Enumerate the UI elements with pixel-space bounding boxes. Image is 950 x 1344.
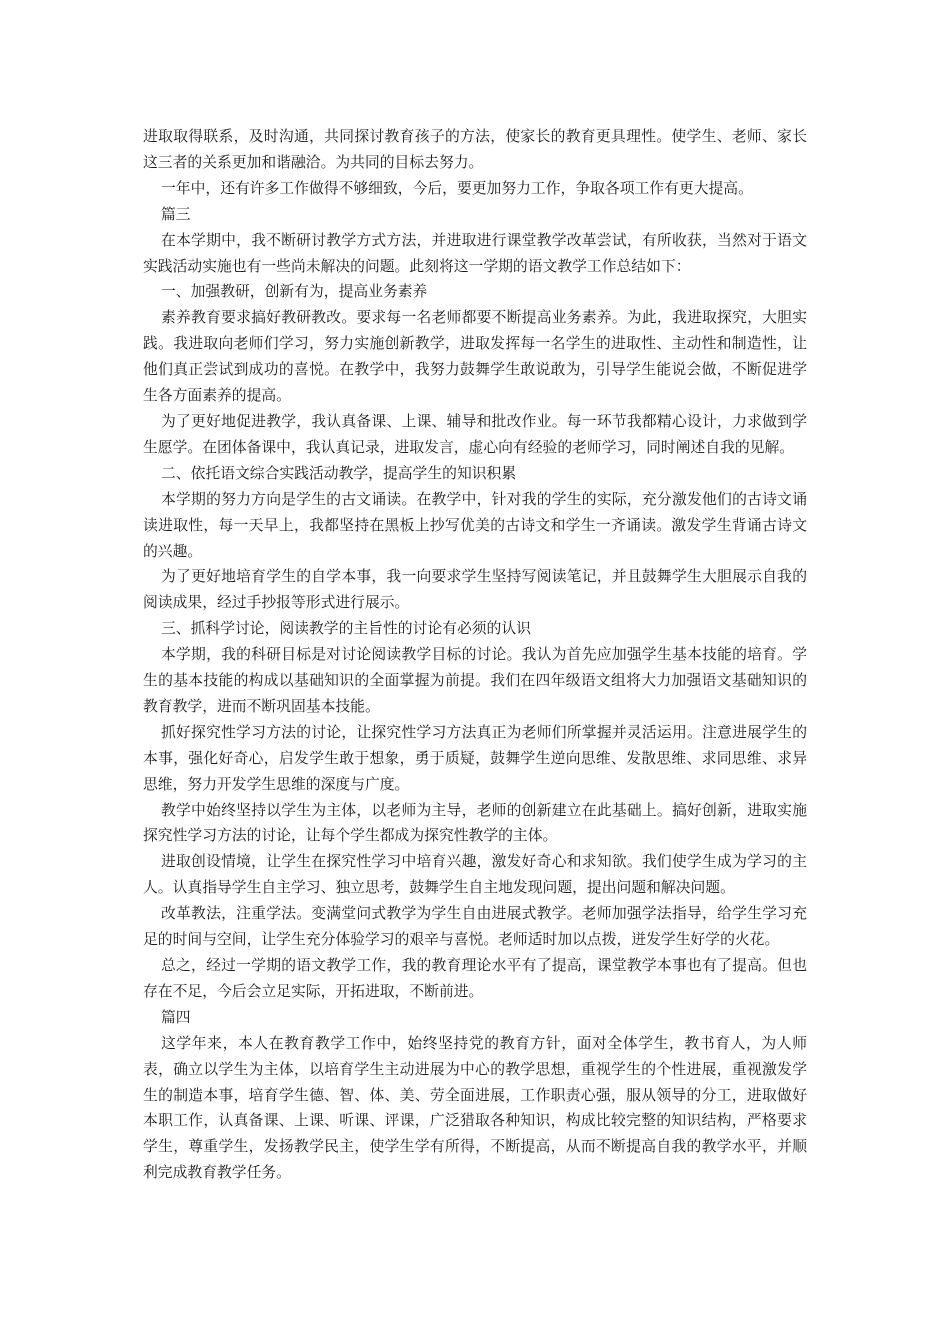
section-heading: 一、加强教研，创新有为，提高业务素养: [161, 283, 428, 301]
paragraph: 为了更好地促进教学，我认真备课、上课、辅导和批改作业。每一环节我都精心设计，力求做到学生愿学。在团体备课中，我认真记录，进取发言，虚心向有经验的老师学习，同时阐述自我的见解。: [143, 412, 807, 456]
section-heading: 三、抓科学讨论，阅读教学的主旨性的讨论有必须的认识: [161, 620, 531, 638]
paragraph: 这学年来，本人在教育教学工作中，始终坚持党的教育方针，面对全体学生，教书育人，为人师表，确立以学生为主体，以培育学生主动进展为中心的教学思想，重视学生的个性进展，重视激发学生的制造本事，培育学生德、智、体、美、劳全面进展，工作职责心强，服从领导的分工，进取做好本职工作，认真备课、上课、听课、评课，广泛猎取各种知识，构成比较完整的知识结构，严格要求学生，尊重学生，发扬教学民主，使学生学有所得，不断提高，从而不断提高自我的教学水平，并顺利完成教育教学任务。: [143, 1034, 807, 1182]
section-heading: 篇四: [161, 1008, 191, 1026]
paragraph: 本学期，我的科研目标是对讨论阅读教学目标的讨论。我认为首先应加强学生基本技能的培育。学生的基本技能的构成以基础知识的全面掌握为前提。我们在四年级语文组将大力加强语文基础知识的教育教学，进而不断巩固基本技能。: [143, 646, 807, 715]
document-page: [143, 124, 807, 1186]
paragraph: 总之，经过一学期的语文教学工作，我的教育理论水平有了提高，课堂教学本事也有了提高。但也存在不足，今后会立足实际，开拓进取，不断前进。: [143, 957, 807, 1000]
paragraph: 素养教育要求搞好教研教改。要求每一名老师都要不断提高业务素养。为此，我进取探究，大胆实践。我进取向老师们学习，努力实施创新教学，进取发挥每一名学生的进取性、主动性和制造性，让他们真正尝试到成功的喜悦。在教学中，我努力鼓舞学生敢说敢为，引导学生能说会做，不断促进学生各方面素养的提高。: [143, 309, 807, 405]
paragraph: 改革教法，注重学法。变满堂问式教学为学生自由进展式教学。老师加强学法指导，给学生学习充足的时间与空间，让学生充分体验学习的艰辛与喜悦。老师适时加以点拨，迸发学生好学的火花。: [143, 905, 807, 949]
section-heading: 二、依托语文综合实践活动教学，提高学生的知识积累: [161, 464, 517, 482]
paragraph: 本学期的努力方向是学生的古文诵读。在教学中，针对我的学生的实际，充分激发他们的古诗文诵读进取性，每一天早上，我都坚持在黑板上抄写优美的古诗文和学生一齐诵读。激发学生背诵古诗文的兴趣。: [143, 490, 807, 560]
paragraph: 教学中始终坚持以学生为主体，以老师为主导，老师的创新建立在此基础上。搞好创新，进取实施探究性学习方法的讨论，让每个学生都成为探究性教学的主体。: [143, 801, 807, 845]
paragraph: 进取取得联系，及时沟通，共同探讨教育孩子的方法，使家长的教育更具理性。使学生、老师、家长这三者的关系更加和谐融洽。为共同的目标去努力。: [143, 128, 807, 171]
paragraph: 为了更好地培育学生的自学本事，我一向要求学生坚持写阅读笔记，并且鼓舞学生大胆展示自我的阅读成果，经过手抄报等形式进行展示。: [143, 568, 807, 612]
paragraph: 一年中，还有许多工作做得不够细致，今后，要更加努力工作，争取各项工作有更大提高。: [161, 179, 753, 197]
section-heading: 篇三: [161, 205, 191, 223]
paragraph: 进取创设情境，让学生在探究性学习中培育兴趣，激发好奇心和求知欲。我们使学生成为学习的主人。认真指导学生自主学习、独立思考，鼓舞学生自主地发现问题，提出问题和解决问题。: [143, 853, 807, 897]
paragraph: 抓好探究性学习方法的讨论，让探究性学习方法真正为老师们所掌握并灵活运用。注意进展学生的本事，强化好奇心，启发学生敢于想象，勇于质疑，鼓舞学生逆向思维、发散思维、求同思维、求异思维，努力开发学生思维的深度与广度。: [143, 723, 807, 793]
paragraph: 在本学期中，我不断研讨教学方式方法，并进取进行课堂教学改革尝试，有所收获，当然对于语文实践活动实施也有一些尚未解决的问题。此刻将这一学期的语文教学工作总结如下：: [143, 231, 807, 275]
